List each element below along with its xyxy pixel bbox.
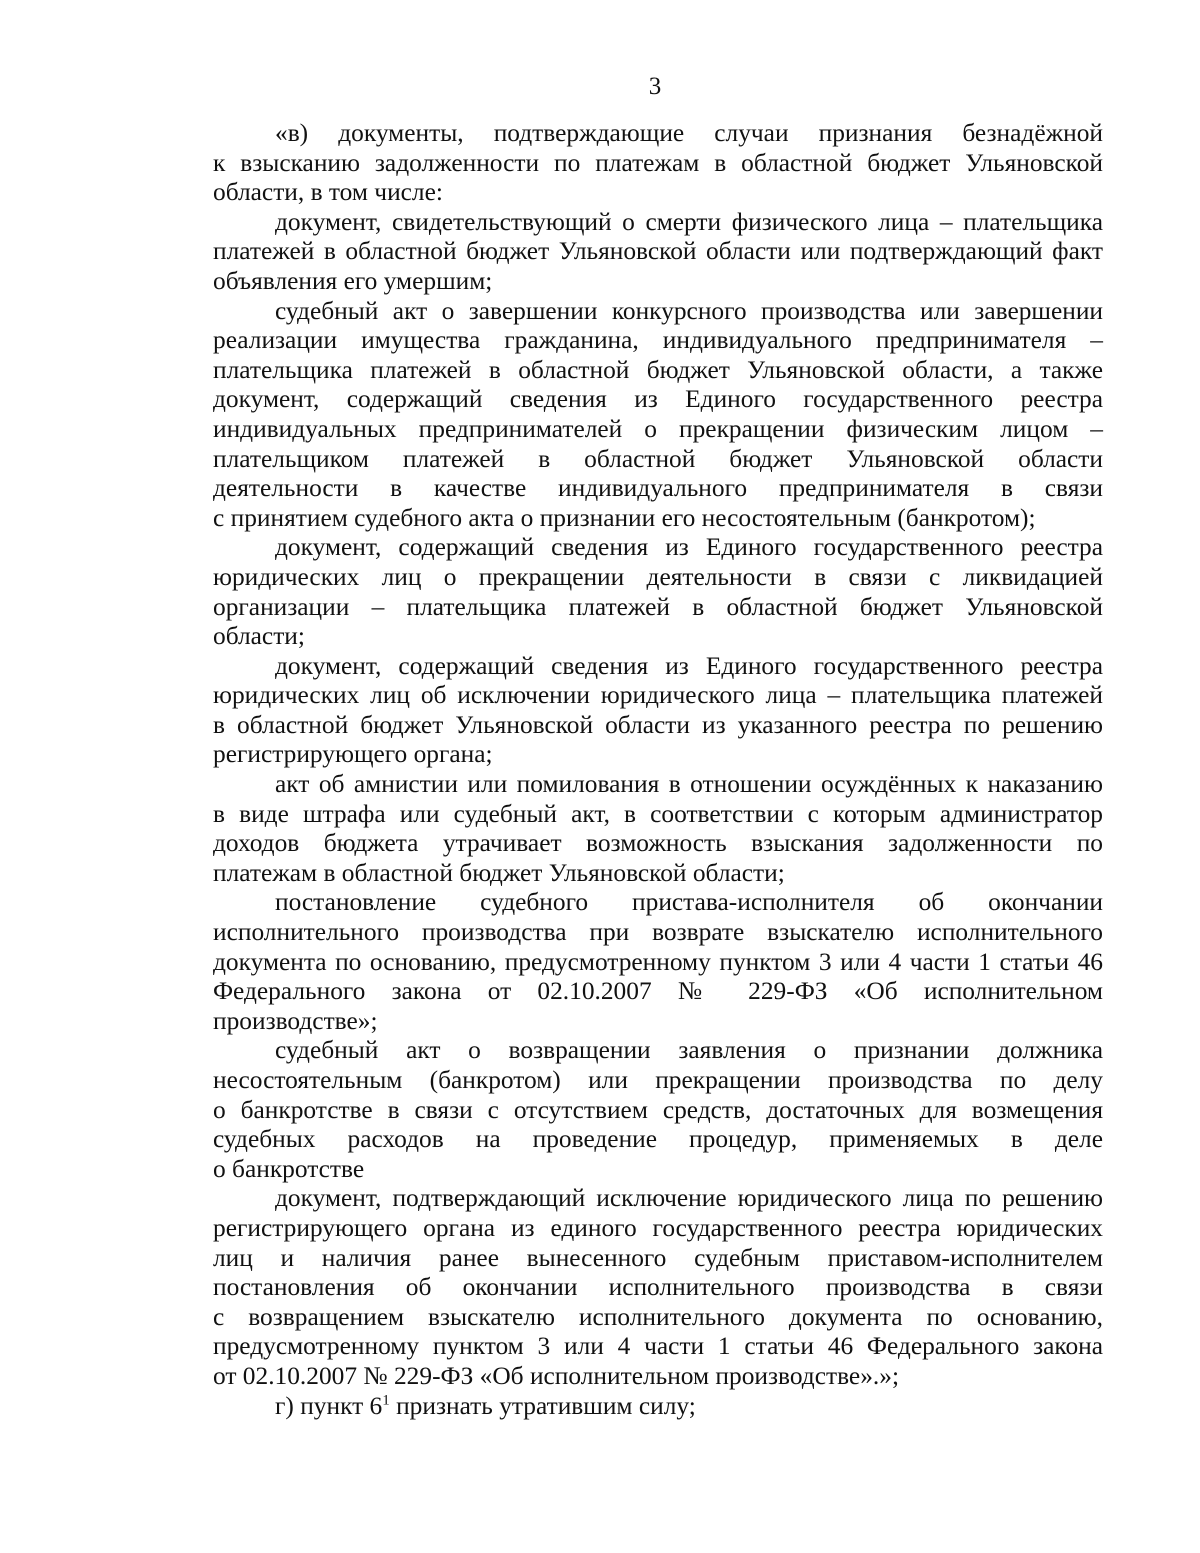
paragraph-line: акт об амнистии или помилования в отношении осуждённых к наказанию xyxy=(275,770,1103,799)
paragraph xyxy=(213,1184,1103,1391)
paragraph-line: с принятием судебного акта о признании его несостоятельным (банкротом); xyxy=(213,503,1036,532)
document-body xyxy=(213,119,1103,1421)
paragraph-line: регистрирующего органа; xyxy=(213,740,493,769)
paragraph-line: судебных расходов на проведение процедур, применяемых в деле xyxy=(213,1125,1103,1154)
paragraph-line: «в) документы, подтверждающие случаи признания безнадёжной xyxy=(275,119,1103,147)
paragraph-line: документ, содержащий сведения из Единого государственного реестра xyxy=(213,385,1103,414)
paragraph-line: лиц и наличия ранее вынесенного судебным приставом-исполнителем xyxy=(213,1243,1103,1272)
paragraph xyxy=(213,888,1103,1036)
list-item-g-superscript: 1 xyxy=(382,1392,390,1409)
paragraph-line: плательщиком платежей в областной бюджет Ульяновской области xyxy=(213,444,1103,473)
paragraph-line: документ, подтверждающий исключение юридического лица по решению xyxy=(275,1184,1103,1213)
paragraph-line: документ, свидетельствующий о смерти физического лица – плательщика xyxy=(275,207,1103,236)
paragraph-line: объявления его умершим; xyxy=(213,266,493,295)
paragraph-line: в областной бюджет Ульяновской области из указанного реестра по решению xyxy=(213,710,1103,739)
paragraph xyxy=(213,119,1103,208)
paragraph-line: индивидуальных предпринимателей о прекращении физическим лицом – xyxy=(213,414,1103,443)
paragraph xyxy=(213,297,1103,534)
paragraph-line: исполнительного производства при возврате взыскателю исполнительного xyxy=(213,918,1103,947)
paragraph-line: несостоятельным (банкротом) или прекращении производства по делу xyxy=(213,1066,1103,1094)
paragraph-line: судебный акт о завершении конкурсного производства или завершении xyxy=(275,296,1103,325)
paragraph-line: о банкротстве xyxy=(213,1154,365,1183)
paragraph-list xyxy=(213,119,1103,1392)
paragraph-line: производстве»; xyxy=(213,1006,378,1035)
paragraph-line: области; xyxy=(213,622,305,651)
page-number: 3 xyxy=(648,73,662,100)
paragraph-line: с возвращением взыскателю исполнительного документа по основанию, xyxy=(213,1302,1103,1331)
paragraph-line: предусмотренному пунктом 3 или 4 части 1 статьи 46 Федерального закона xyxy=(213,1332,1103,1361)
list-item-g-suffix: признать утратившим силу; xyxy=(389,1391,696,1420)
paragraph-line: регистрирующего органа из единого государственного реестра юридических xyxy=(213,1213,1103,1242)
paragraph-line: документа по основанию, предусмотренному пунктом 3 или 4 части 1 статьи 46 xyxy=(213,947,1103,976)
paragraph-line: платежей в областной бюджет Ульяновской области или подтверждающий факт xyxy=(213,237,1103,266)
paragraph-line: плательщика платежей в областной бюджет Ульяновской области, а также xyxy=(213,355,1103,384)
paragraph-line: в виде штрафа или судебный акт, в соответствии с которым администратор xyxy=(213,799,1103,828)
paragraph-line: о банкротстве в связи с отсутствием средств, достаточных для возмещения xyxy=(213,1095,1103,1124)
list-item-g xyxy=(213,1392,1103,1422)
paragraph xyxy=(213,1036,1103,1184)
list-item-g-prefix: г) пункт 6 xyxy=(275,1391,383,1420)
paragraph-line: платежам в областной бюджет Ульяновской области; xyxy=(213,858,785,887)
paragraph-line: деятельности в качестве индивидуального предпринимателя в связи xyxy=(213,474,1103,503)
paragraph xyxy=(213,533,1103,651)
paragraph-line: юридических лиц об исключении юридического лица – плательщика платежей xyxy=(213,681,1103,710)
paragraph-line: юридических лиц о прекращении деятельности в связи с ликвидацией xyxy=(213,562,1103,591)
paragraph-line: документ, содержащий сведения из Единого государственного реестра xyxy=(275,533,1103,562)
paragraph-line: области, в том числе: xyxy=(213,178,443,207)
paragraph xyxy=(213,208,1103,297)
paragraph-line: от 02.10.2007 № 229-ФЗ «Об исполнительном производстве».»; xyxy=(213,1361,899,1390)
paragraph-line: доходов бюджета утрачивает возможность взыскания задолженности по xyxy=(213,829,1103,858)
paragraph-line: судебный акт о возвращении заявления о признании должника xyxy=(275,1036,1103,1065)
paragraph-line: организации – плательщика платежей в областной бюджет Ульяновской xyxy=(213,592,1103,621)
paragraph xyxy=(213,770,1103,888)
paragraph-line: постановления об окончании исполнительного производства в связи xyxy=(213,1273,1103,1302)
paragraph-line: постановление судебного пристава-исполнителя об окончании xyxy=(275,888,1103,917)
paragraph-line: Федерального закона от 02.10.2007 № 229-ФЗ «Об исполнительном xyxy=(213,977,1103,1006)
paragraph-line: реализации имущества гражданина, индивидуального предпринимателя – xyxy=(213,326,1103,355)
paragraph-line: документ, содержащий сведения из Единого государственного реестра xyxy=(275,651,1103,680)
paragraph xyxy=(213,652,1103,770)
paragraph-line: к взысканию задолженности по платежам в областной бюджет Ульяновской xyxy=(213,148,1103,177)
